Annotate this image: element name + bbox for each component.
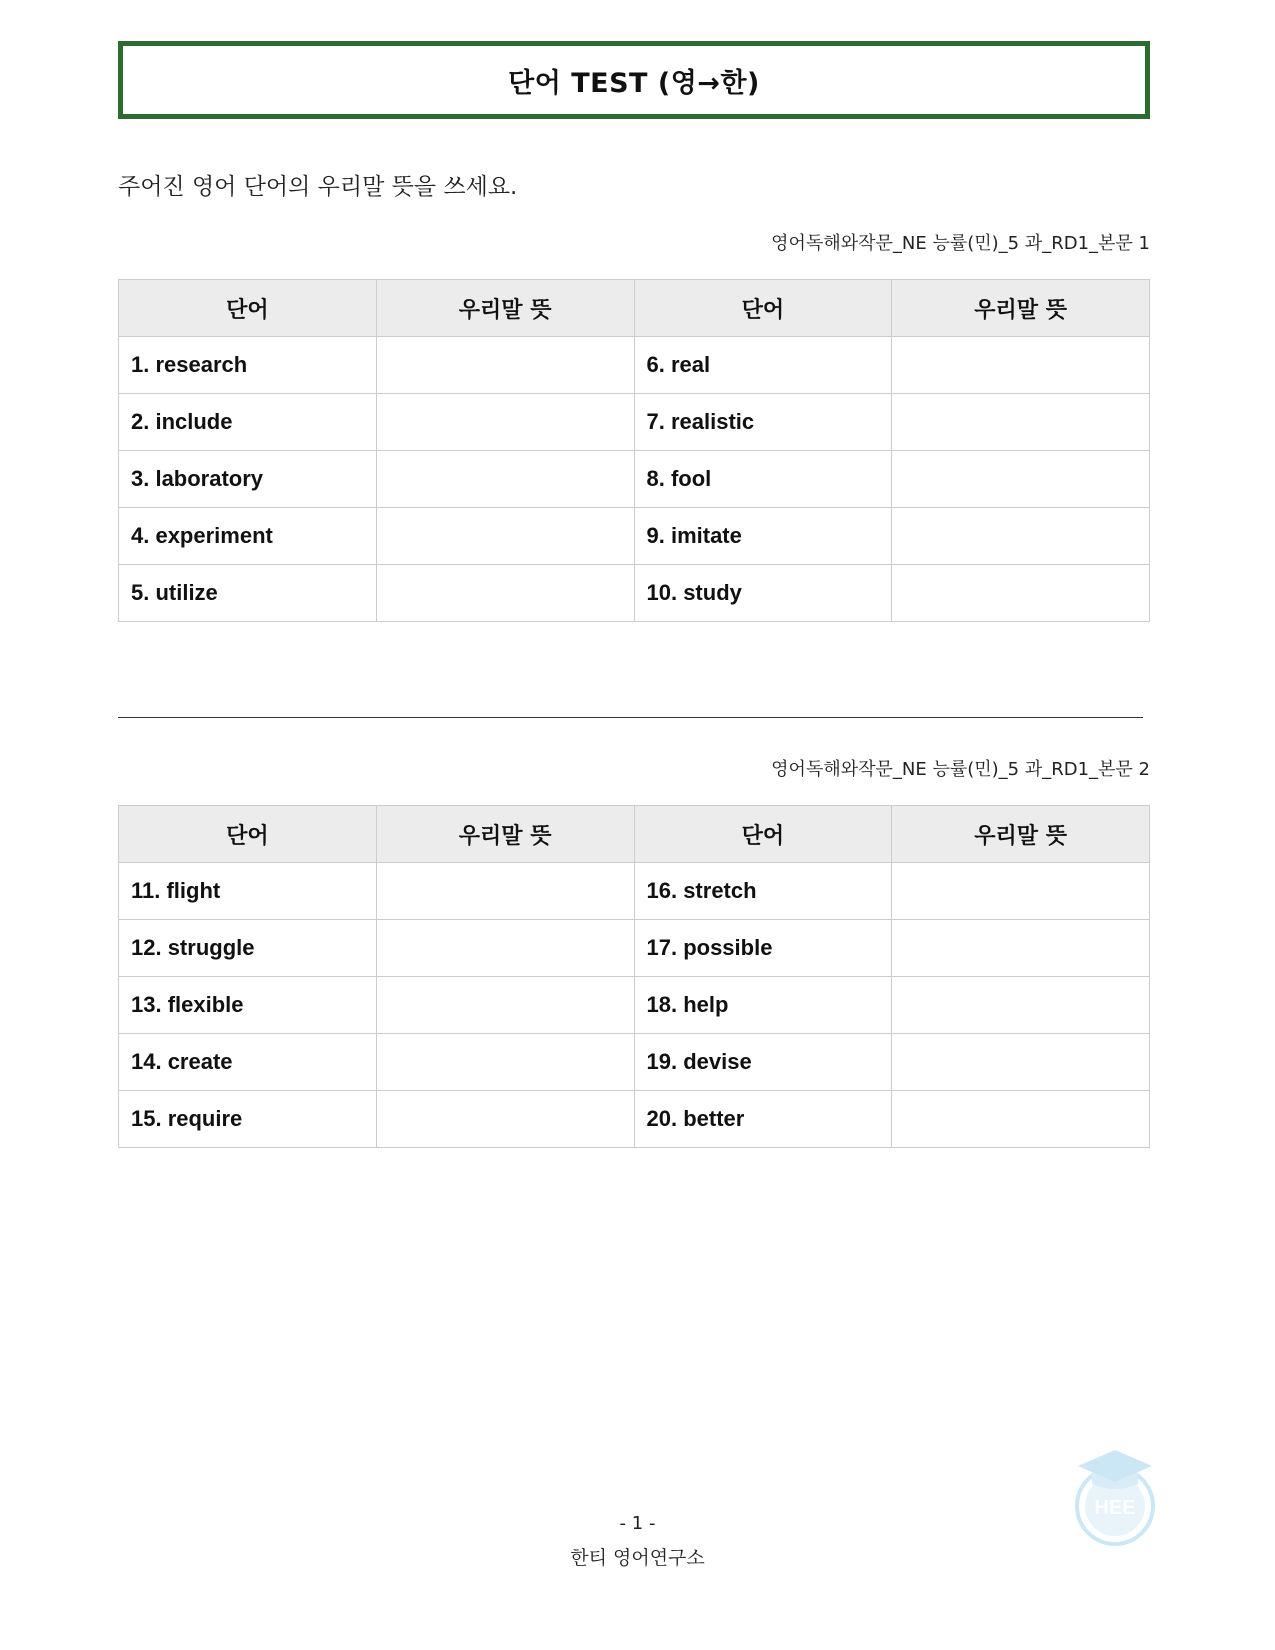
- word-cell: 9. imitate: [634, 508, 892, 565]
- table-header-row: [119, 806, 1150, 863]
- answer-cell[interactable]: [376, 451, 634, 508]
- word-cell: 5. utilize: [119, 565, 377, 622]
- table-row: [119, 565, 1150, 622]
- word-cell: 17. possible: [634, 920, 892, 977]
- answer-cell[interactable]: [376, 508, 634, 565]
- answer-cell[interactable]: [892, 508, 1150, 565]
- word-cell: 2. include: [119, 394, 377, 451]
- table-header-row: [119, 280, 1150, 337]
- header-word: 단어: [119, 806, 377, 863]
- section-divider: [118, 717, 1143, 718]
- table-row: [119, 920, 1150, 977]
- answer-cell[interactable]: [892, 920, 1150, 977]
- answer-cell[interactable]: [892, 565, 1150, 622]
- answer-cell[interactable]: [376, 920, 634, 977]
- answer-cell[interactable]: [892, 977, 1150, 1034]
- table-row: [119, 394, 1150, 451]
- answer-cell[interactable]: [376, 337, 634, 394]
- header-meaning: 우리말 뜻: [376, 280, 634, 337]
- instruction-text: 주어진 영어 단어의 우리말 뜻을 쓰세요.: [118, 174, 518, 200]
- page-number: - 1 -: [619, 1513, 656, 1534]
- table-row: [119, 1034, 1150, 1091]
- header-meaning: 우리말 뜻: [376, 806, 634, 863]
- answer-cell[interactable]: [376, 1091, 634, 1148]
- answer-cell[interactable]: [376, 977, 634, 1034]
- word-cell: 14. create: [119, 1034, 377, 1091]
- watermark-text: HEE: [1094, 1497, 1136, 1519]
- word-cell: 10. study: [634, 565, 892, 622]
- word-cell: 6. real: [634, 337, 892, 394]
- word-cell: 4. experiment: [119, 508, 377, 565]
- answer-cell[interactable]: [892, 1034, 1150, 1091]
- word-cell: 18. help: [634, 977, 892, 1034]
- vocab-table-2: [118, 805, 1150, 1148]
- word-cell: 20. better: [634, 1091, 892, 1148]
- footer-text: 한티 영어연구소: [570, 1547, 705, 1569]
- title-box: [118, 41, 1150, 119]
- page-title: 단어 TEST (영→한): [508, 67, 760, 99]
- table-row: [119, 451, 1150, 508]
- header-meaning: 우리말 뜻: [892, 806, 1150, 863]
- answer-cell[interactable]: [376, 1034, 634, 1091]
- word-cell: 12. struggle: [119, 920, 377, 977]
- word-cell: 1. research: [119, 337, 377, 394]
- word-cell: 3. laboratory: [119, 451, 377, 508]
- answer-cell[interactable]: [892, 451, 1150, 508]
- table-row: [119, 337, 1150, 394]
- answer-cell[interactable]: [892, 337, 1150, 394]
- word-cell: 11. flight: [119, 863, 377, 920]
- answer-cell[interactable]: [376, 565, 634, 622]
- section-source-1: 영어독해와작문_NE 능률(민)_5 과_RD1_본문 1: [771, 233, 1150, 254]
- word-cell: 16. stretch: [634, 863, 892, 920]
- word-cell: 15. require: [119, 1091, 377, 1148]
- table-row: [119, 1091, 1150, 1148]
- header-word: 단어: [634, 806, 892, 863]
- table-row: [119, 977, 1150, 1034]
- answer-cell[interactable]: [892, 1091, 1150, 1148]
- answer-cell[interactable]: [376, 863, 634, 920]
- header-word: 단어: [119, 280, 377, 337]
- answer-cell[interactable]: [892, 394, 1150, 451]
- word-cell: 8. fool: [634, 451, 892, 508]
- answer-cell[interactable]: [892, 863, 1150, 920]
- section-source-2: 영어독해와작문_NE 능률(민)_5 과_RD1_본문 2: [771, 759, 1150, 780]
- table-row: [119, 863, 1150, 920]
- answer-cell[interactable]: [376, 394, 634, 451]
- word-cell: 13. flexible: [119, 977, 377, 1034]
- vocab-table-1: [118, 279, 1150, 622]
- word-cell: 19. devise: [634, 1034, 892, 1091]
- header-meaning: 우리말 뜻: [892, 280, 1150, 337]
- word-cell: 7. realistic: [634, 394, 892, 451]
- header-word: 단어: [634, 280, 892, 337]
- table-row: [119, 508, 1150, 565]
